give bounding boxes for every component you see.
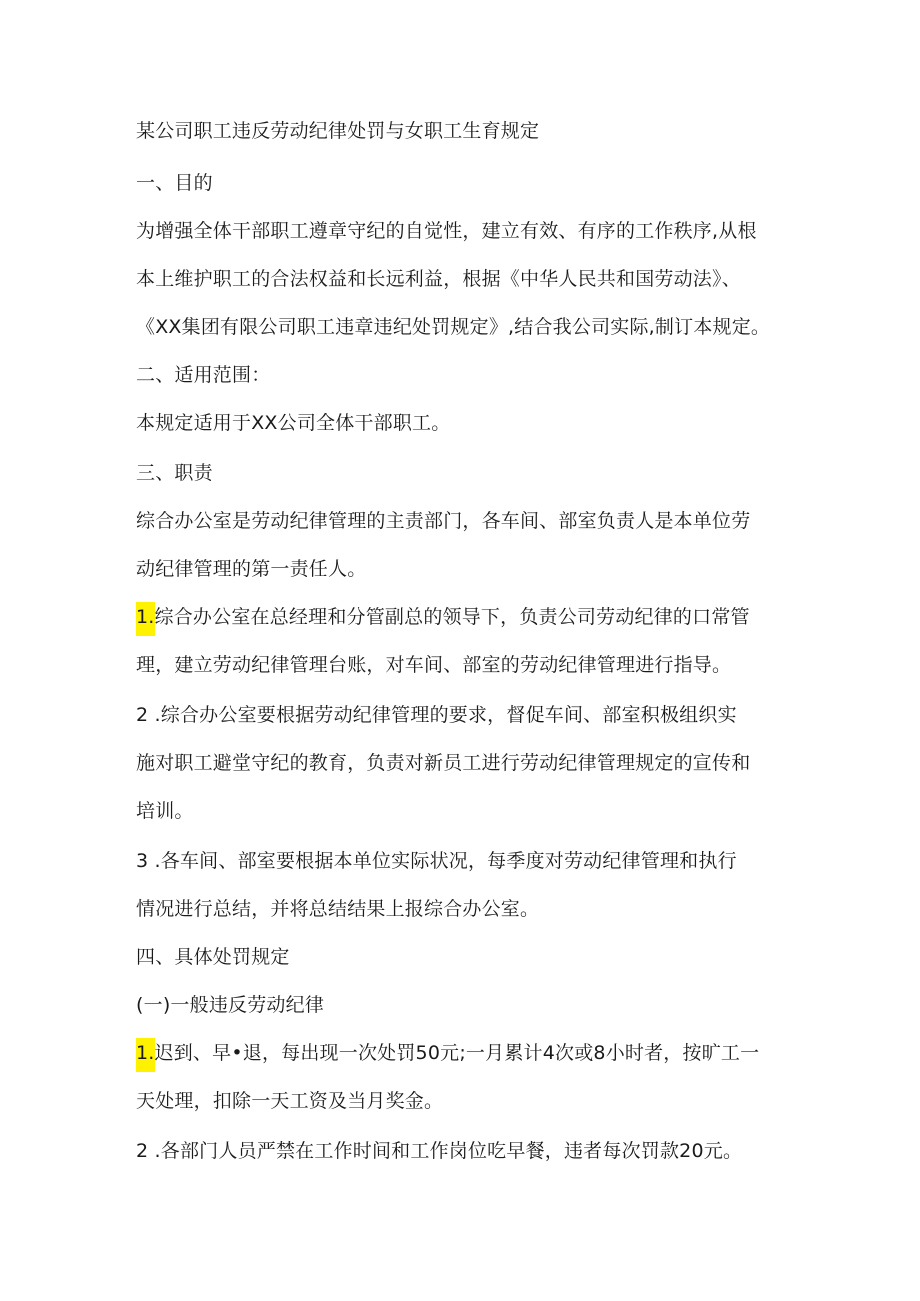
list-item-line: 理，建立劳动纪律管理台账，对车间、部室的劳动纪律管理进行指导。 [136, 654, 732, 676]
list-item-line [136, 1040, 786, 1072]
list-item-line: 培训。 [136, 800, 194, 822]
paragraph-line: 本上维护职工的合法权益和长远利益，根据《中华人民共和国劳动法》、 [136, 268, 741, 290]
paragraph-line: 为增强全体干部职工遵章守纪的自觉性，建立有效、有序的工作秩序,从根 [136, 220, 757, 242]
paragraph-line: 综合办公室是劳动纪律管理的主责部门，各车间、部室负责人是本单位劳 [136, 510, 751, 532]
list-item-line [136, 604, 786, 636]
highlighted-item-number: 1. [136, 1038, 155, 1072]
list-item-text: 综合办公室在总经理和分管副总的领导下，负责公司劳动纪律的口常管 [154, 606, 750, 628]
list-item-text: 迟到、早•退，每出现一次处罚50元;一月累计4次或8小时者，按旷工一 [154, 1042, 760, 1064]
highlighted-item-number: 1. [136, 602, 155, 636]
paragraph-line: 动纪律管理的第一责任人。 [136, 558, 367, 580]
section-heading-purpose: 一、目的 [136, 172, 213, 194]
document-title: 某公司职工违反劳动纪律处罚与女职工生育规定 [136, 120, 540, 142]
list-item-line: 施对职工避堂守纪的教育，负责对新员工进行劳动纪律管理规定的宣传和 [136, 752, 751, 774]
list-item-line: 3 .各车间、部室要根据本单位实际状况，每季度对劳动纪律管理和执行 [136, 850, 737, 872]
section-heading-penalties: 四、具体处罚规定 [136, 946, 290, 968]
section-heading-scope: 二、适用范围： [136, 364, 271, 386]
subsection-heading: (一)一般违反劳动纪律 [136, 994, 325, 1016]
list-item-line: 2 .综合办公室要根据劳动纪律管理的要求，督促车间、部室积极组织实 [136, 704, 737, 726]
list-item-line: 天处理，扣除一天工资及当月奖金。 [136, 1090, 444, 1112]
paragraph-line: 本规定适用于XX公司全体干部职工。 [136, 412, 451, 434]
list-item-line: 2 .各部门人员严禁在工作时间和工作岗位吃早餐，违者每次罚款20元。 [136, 1140, 743, 1162]
list-item-line: 情况进行总结，并将总结结果上报综合办公室。 [136, 898, 540, 920]
paragraph-line: 《XX集团有限公司职工违章违纪处罚规定》,结合我公司实际,制订本规定。 [136, 316, 771, 338]
section-heading-duties: 三、职责 [136, 462, 213, 484]
